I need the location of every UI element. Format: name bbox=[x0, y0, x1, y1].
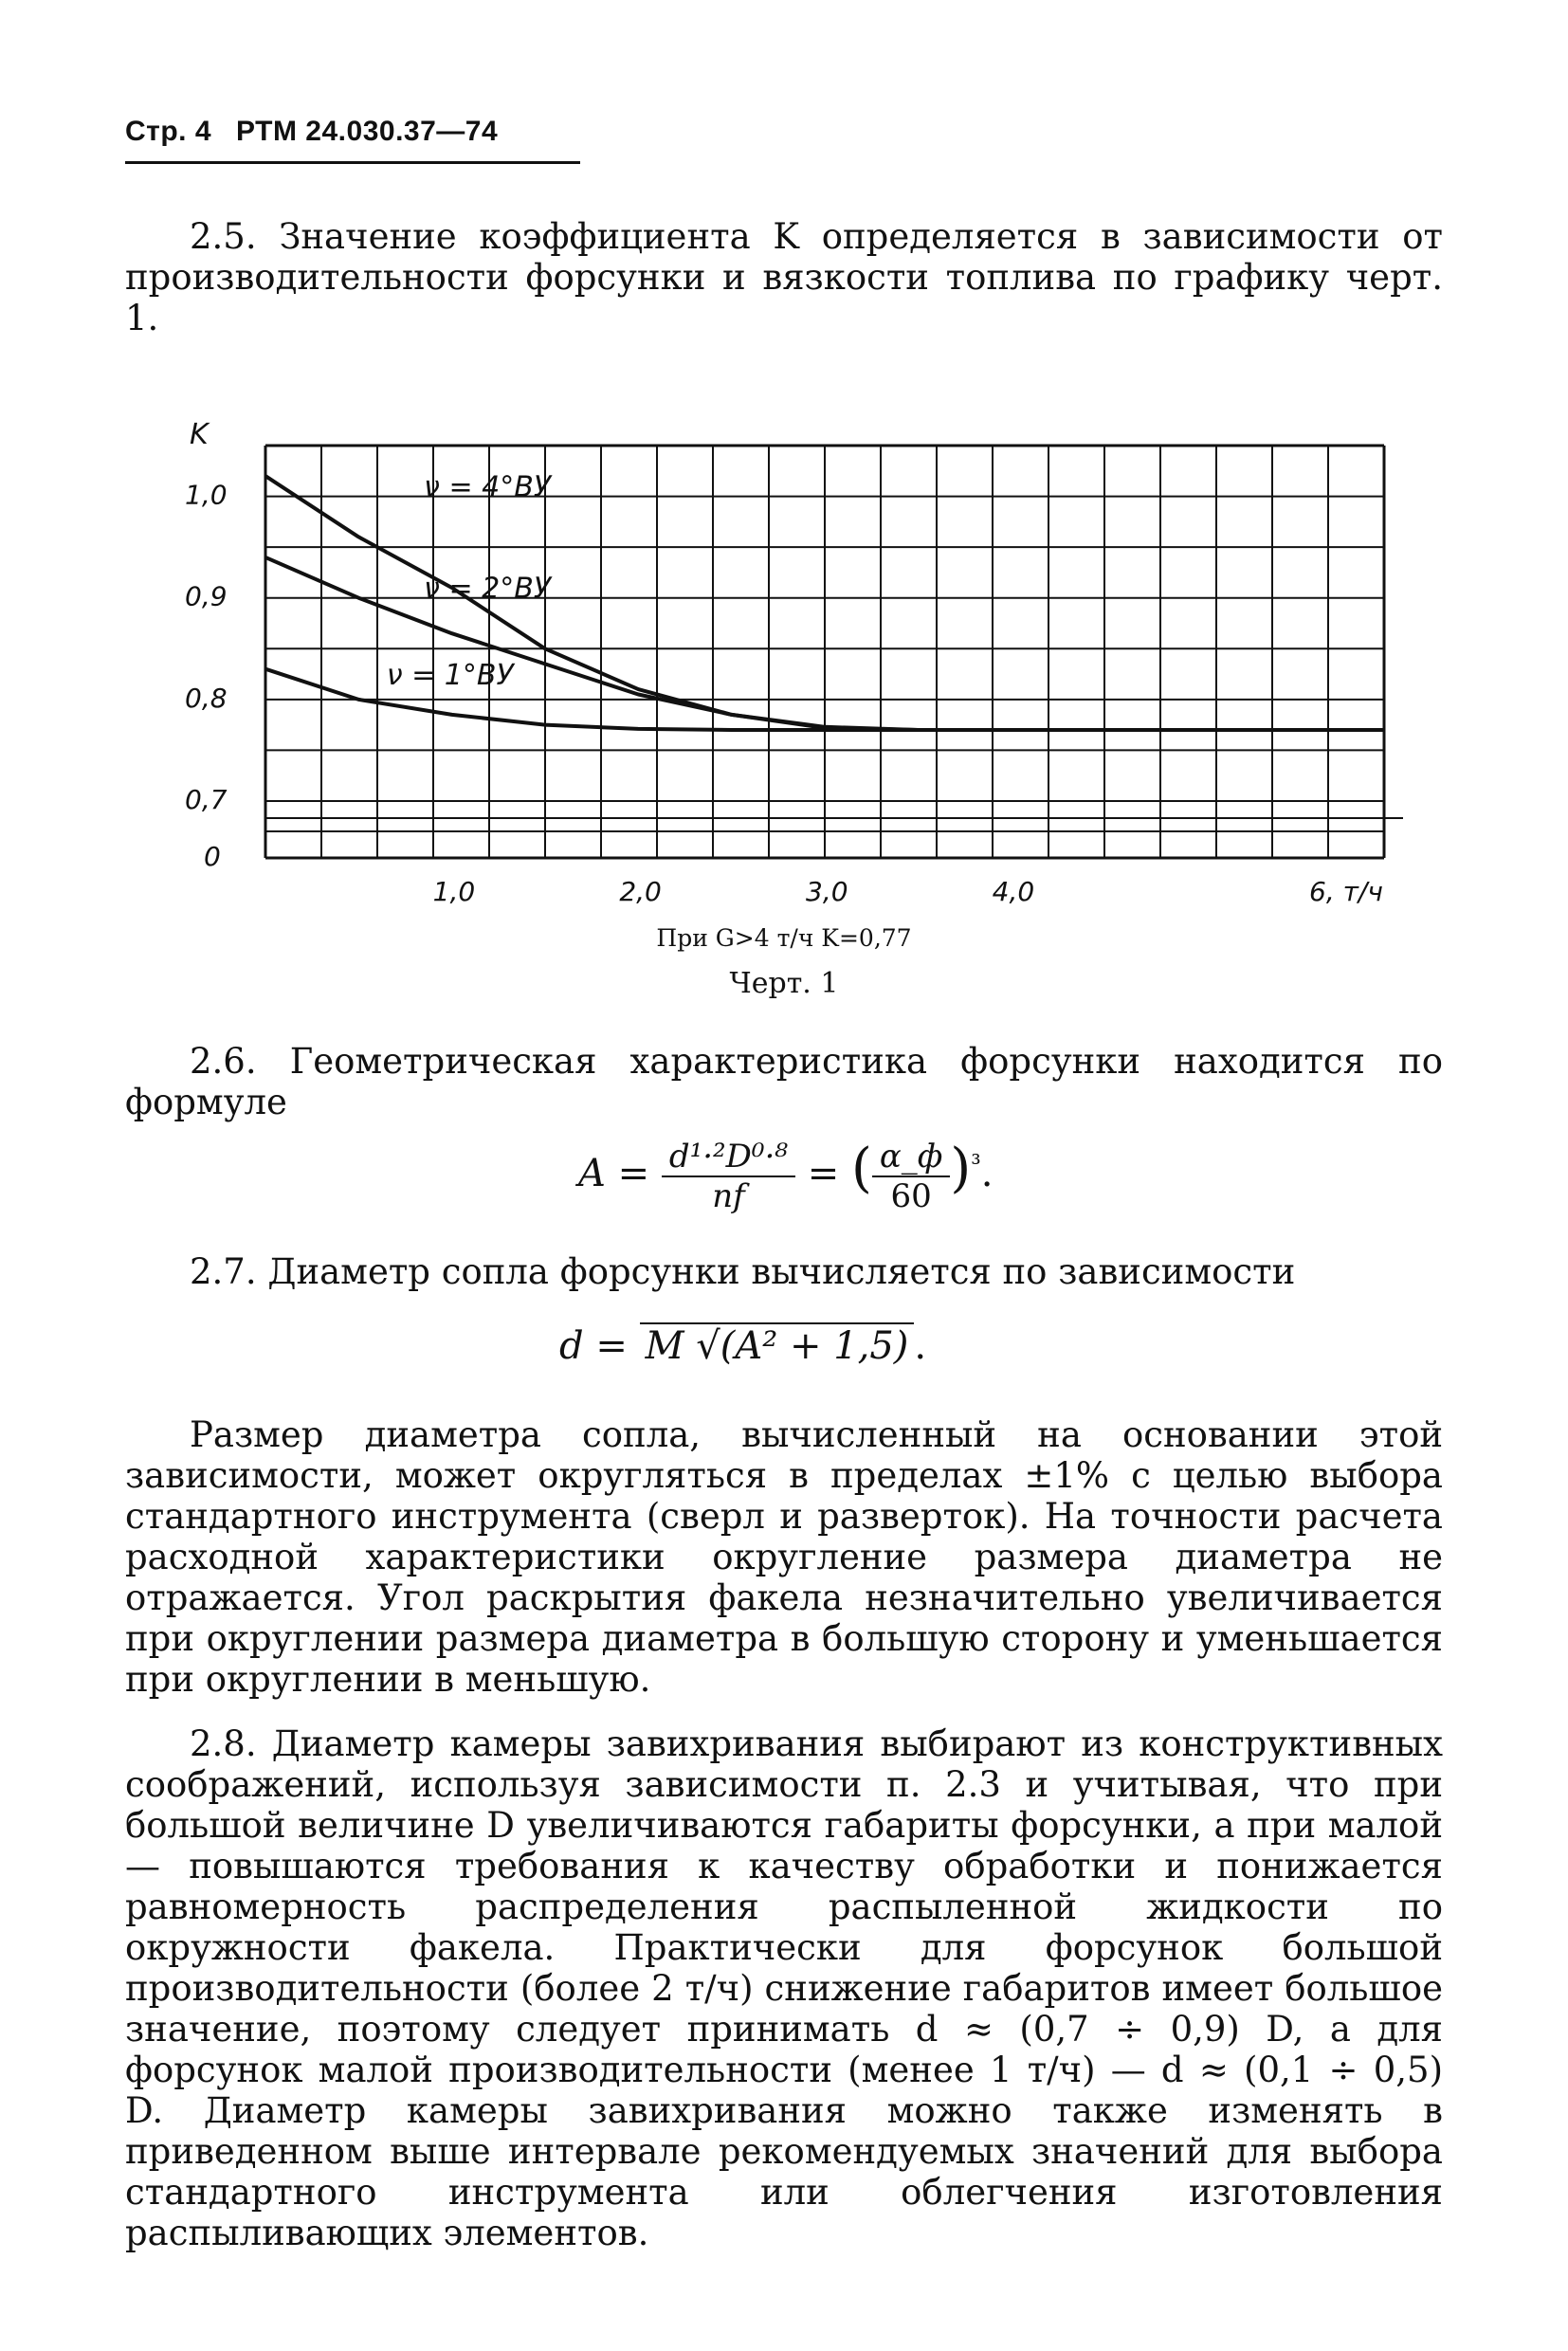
chart-note: При G>4 т/ч K=0,77 bbox=[656, 924, 912, 952]
x-tick-label: 4,0 bbox=[992, 876, 1035, 905]
y-tick-label: 0,8 bbox=[185, 682, 228, 714]
page-header bbox=[125, 116, 498, 148]
formula-a-numerator: d¹·²D⁰·⁸ bbox=[662, 1138, 795, 1177]
formula-a-lhs: A = bbox=[578, 1152, 650, 1195]
chart-k-coefficient bbox=[180, 422, 1413, 905]
header-rule bbox=[125, 161, 580, 164]
formula-d-period: . bbox=[914, 1324, 927, 1368]
y-axis-label: K bbox=[190, 422, 209, 451]
series-label-2: ν = 2°ВУ bbox=[424, 572, 552, 606]
section-2-7: 2.7. Диаметр сопла форсунки вычисляется по зависимости bbox=[190, 1251, 1296, 1292]
formula-a-power: ³ bbox=[971, 1150, 981, 1179]
chart-svg bbox=[180, 422, 1413, 905]
y-tick-label: 1,0 bbox=[185, 479, 228, 511]
document-code: РТМ 24.030.37—74 bbox=[236, 116, 499, 147]
section-2-6: 2.6. Геометрическая характеристика форсунки находится по формуле bbox=[125, 1041, 1443, 1122]
formula-a-fraction bbox=[662, 1138, 795, 1215]
formula-a-period: . bbox=[980, 1152, 994, 1195]
x-tick-label: 3,0 bbox=[806, 876, 848, 905]
x-tick-label: 6, т/ч bbox=[1309, 876, 1383, 905]
section-2-5: 2.5. Значение коэффициента K определяется в зависимости от производительности форсунки и вязкости топлива по графику черт. 1. bbox=[125, 216, 1443, 338]
y-tick-label: 0 bbox=[204, 841, 221, 872]
formula-a-ratio bbox=[872, 1138, 951, 1215]
section-2-8: 2.8. Диаметр камеры завихривания выбирают из конструктивных соображений, используя зависимости п. 2.3 и учитывая, что при большой величине D увеличиваются габариты форсунки, а при малой — повышаются требования к качеству обработки и понижается равномерность распределения распыленной жидкости по окружности факела. Практически для форсунок большой производительности (более 2 т/ч) снижение габаритов имеет большое значение, поэтому следует принимать d ≈ (0,7 ÷ 0,9) D, а для форсунок малой производительности (менее 1 т/ч) — d ≈ (0,1 ÷ 0,5) D. Диаметр камеры завихривания можно также изменять в приведенном выше интервале рекомендуемых значений для выбора стандартного инструмента или облегчения изготовления распыливающих элементов. bbox=[125, 1723, 1443, 2253]
formula-d-lhs: d = bbox=[559, 1324, 628, 1368]
formula-a-denominator: nf bbox=[712, 1177, 745, 1215]
series-label-3: ν = 1°ВУ bbox=[386, 658, 514, 692]
page-number: Стр. 4 bbox=[125, 116, 212, 147]
x-tick-label: 1,0 bbox=[432, 876, 476, 905]
formula-d bbox=[559, 1322, 926, 1368]
x-tick-label: 2,0 bbox=[619, 876, 662, 905]
formula-a-ratio-denominator: 60 bbox=[890, 1177, 932, 1215]
formula-d-rhs: M √(A² + 1,5) bbox=[640, 1322, 915, 1368]
y-tick-label: 0,7 bbox=[185, 784, 228, 815]
formula-a-ratio-numerator: α_ф bbox=[872, 1138, 951, 1177]
paragraph-rounding: Размер диаметра сопла, вычисленный на основании этой зависимости, может округляться в пределах ±1% с целью выбора стандартного инструмента (сверл и разверток). На точности расчета расходной характеристики округление размера диаметра не отражается. Угол раскрытия факела незначительно увеличивается при округлении размера диаметра в большую сторону и уменьшается при округлении в меньшую. bbox=[125, 1414, 1443, 1700]
formula-a-equals: = bbox=[807, 1152, 840, 1195]
chart-caption: Черт. 1 bbox=[729, 967, 839, 1000]
y-tick-label: 0,9 bbox=[185, 580, 228, 612]
series-label-1: ν = 4°ВУ bbox=[424, 470, 552, 504]
formula-a: A = $\frac{\text{d¹·²D⁰·⁸}}{nf}$ = ( $\frac{\alpha\_ф}{60}$ )$^{^3}$. bbox=[578, 1138, 994, 1215]
